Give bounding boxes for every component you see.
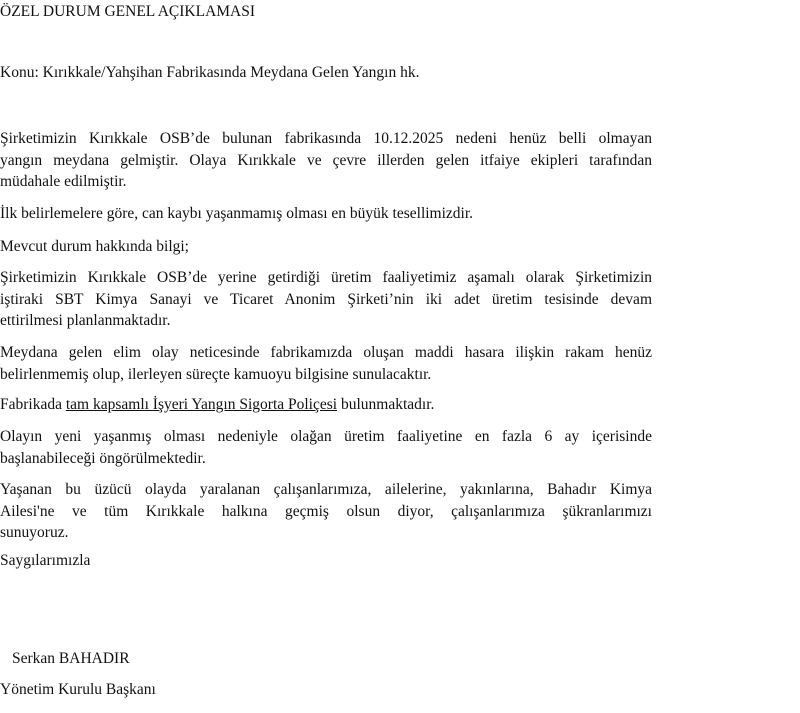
subject-line: Konu: Kırıkkale/Yahşihan Fabrikasında Meydana Gelen Yangın hk. [0, 64, 420, 81]
paragraph-no-casualties [0, 203, 652, 225]
paragraph-line [0, 394, 652, 416]
paragraph-fire-incident [0, 128, 652, 193]
paragraph-restart-estimate [0, 426, 652, 469]
paragraph-line: ettirilmesi planlanmaktadır. [0, 312, 171, 329]
paragraph-line: Yaşanan bu üzücü olayda yaralanan çalışanlarımıza, ailelerine, yakınlarına, Bahadır Kimya [0, 481, 652, 498]
closing-salutation: Saygılarımızla [0, 552, 91, 569]
paragraph-line: Meydana gelen elim olay neticesinde fabrikamızda oluşan maddi hasara ilişkin rakam henüz [0, 344, 652, 361]
paragraph-line: müdahale edilmiştir. [0, 173, 127, 190]
paragraph-line: Şirketimizin Kırıkkale OSB’de yerine getirdiği üretim faaliyetimiz aşamalı olarak Şirketimizin [0, 269, 652, 286]
insurance-text-before: Fabrikada [0, 396, 66, 413]
paragraph-line: iştiraki SBT Kimya Sanayi ve Ticaret Anonim Şirketi’nin iki adet üretim tesisinde devam [0, 290, 652, 308]
paragraph-line: belirlenmemiş olup, ilerleyen süreçte kamuoyu bilgisine sunulacaktır. [0, 365, 432, 383]
paragraph-line: Olayın yeni yaşanmış olması nedeniyle olağan üretim faaliyetine en fazla 6 ay içerisinde [0, 428, 652, 445]
insurance-policy-underlined: tam kapsamlı İşyeri Yangın Sigorta Poliçesi [65, 396, 338, 413]
paragraph-insurance [0, 394, 652, 416]
paragraph-line: Ailesi'ne ve tüm Kırıkkale halkına geçmiş olsun diyor, çalışanlarımıza şükranlarımızı [0, 502, 652, 520]
paragraph-line: Mevcut durum hakkında bilgi; [0, 238, 189, 255]
paragraph-line: yangın meydana gelmiştir. Olaya Kırıkkale ve çevre illerden gelen itfaiye ekipleri tarafından [0, 151, 652, 169]
paragraph-line: sunuyoruz. [0, 524, 69, 541]
paragraph-condolences [0, 479, 652, 544]
paragraph-damage-assessment [0, 342, 652, 385]
paragraph-status-heading [0, 236, 652, 258]
document-title: ÖZEL DURUM GENEL AÇIKLAMASI [0, 3, 256, 20]
insurance-text-after: bulunmaktadır. [337, 396, 435, 413]
paragraph-line: Şirketimizin Kırıkkale OSB’de bulunan fabrikasında 10.12.2025 nedeni henüz belli olmayan [0, 130, 652, 147]
paragraph-line: İlk belirlemelere göre, can kaybı yaşanmamış olması en büyük tesellimizdir. [0, 205, 474, 222]
paragraph-line: başlanabileceği öngörülmektedir. [0, 449, 206, 467]
paragraph-production-plan [0, 267, 652, 332]
signer-name: Serkan BAHADIR [12, 650, 130, 667]
signer-title: Yönetim Kurulu Başkanı [0, 681, 156, 698]
